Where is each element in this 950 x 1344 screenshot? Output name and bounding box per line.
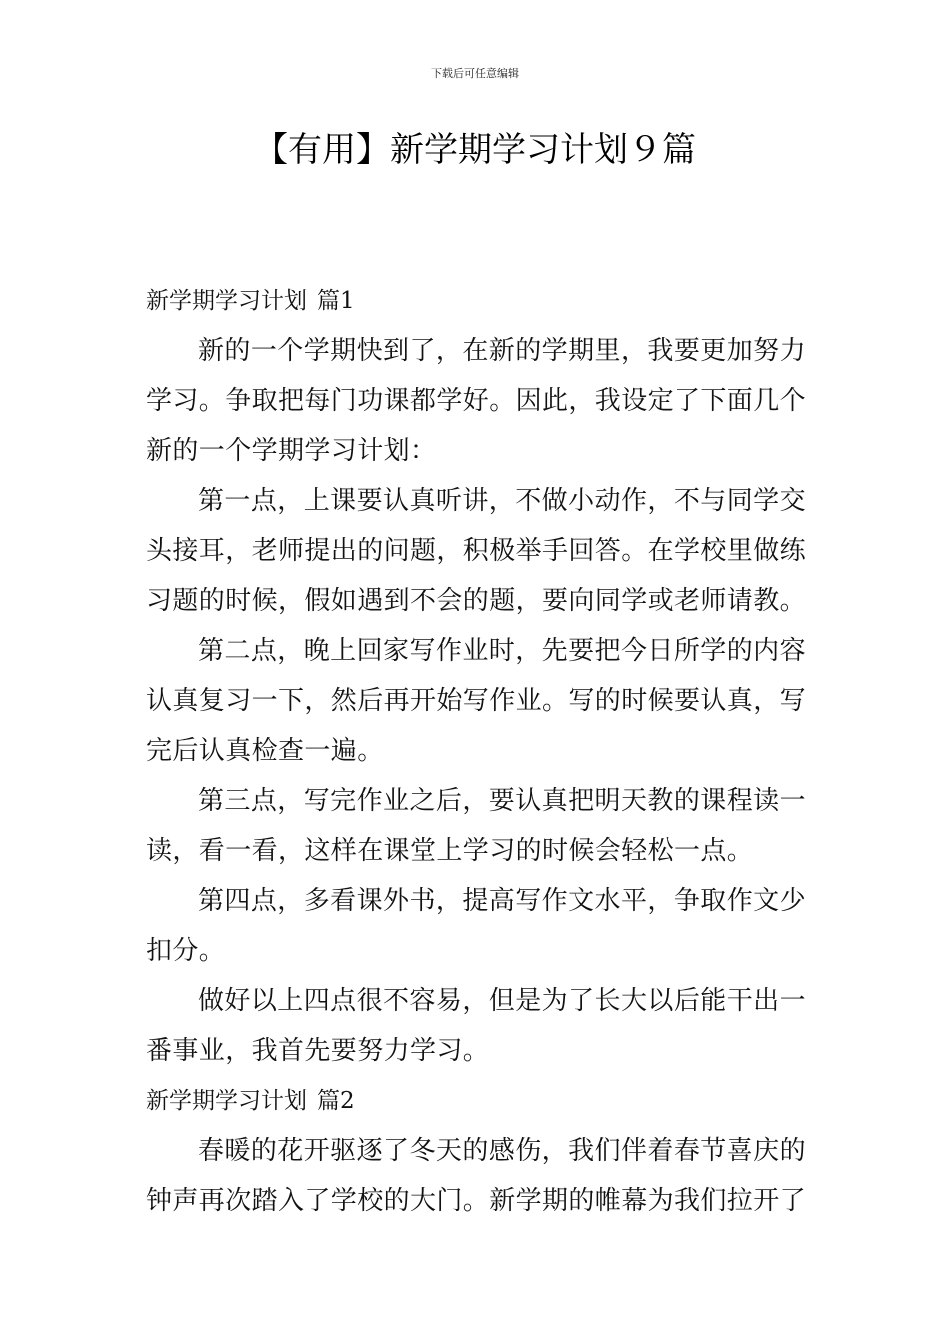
document-body xyxy=(146,276,806,1226)
section-heading xyxy=(146,276,806,326)
paragraph: 第四点，多看课外书，提高写作文水平，争取作文少扣分。 xyxy=(146,886,806,966)
paragraph: 第三点，写完作业之后，要认真把明天教的课程读一读，看一看，这样在课堂上学习的时候会轻松一点。 xyxy=(146,786,806,866)
paragraph: 春暖的花开驱逐了冬天的感伤，我们伴着春节喜庆的钟声再次踏入了学校的大门。新学期的帷幕为我们拉开了 xyxy=(146,1136,807,1216)
section-tag: 篇1 xyxy=(317,288,355,314)
section-heading-text: 新学期学习计划 xyxy=(146,1088,307,1114)
section-heading-text: 新学期学习计划 xyxy=(146,288,307,314)
paragraph: 第二点，晚上回家写作业时，先要把今日所学的内容认真复习一下，然后再开始写作业。写的时候要认真，写完后认真检查一遍。 xyxy=(146,636,807,766)
header-note: 下载后可任意编辑 xyxy=(431,67,519,80)
document-title: 【有用】新学期学习计划９篇 xyxy=(254,130,696,170)
paragraph: 第一点，上课要认真听讲，不做小动作，不与同学交头接耳，老师提出的问题，积极举手回答。在学校里做练习题的时候，假如遇到不会的题，要向同学或老师请教。 xyxy=(146,486,807,616)
section-heading xyxy=(146,1076,806,1126)
paragraph: 做好以上四点很不容易，但是为了长大以后能干出一番事业，我首先要努力学习。 xyxy=(146,986,806,1066)
section-1 xyxy=(146,276,806,1076)
section-2 xyxy=(146,1076,806,1226)
paragraph: 新的一个学期快到了，在新的学期里，我要更加努力学习。争取把每门功课都学好。因此，我设定了下面几个新的一个学期学习计划： xyxy=(146,336,807,466)
section-tag: 篇2 xyxy=(317,1088,355,1114)
